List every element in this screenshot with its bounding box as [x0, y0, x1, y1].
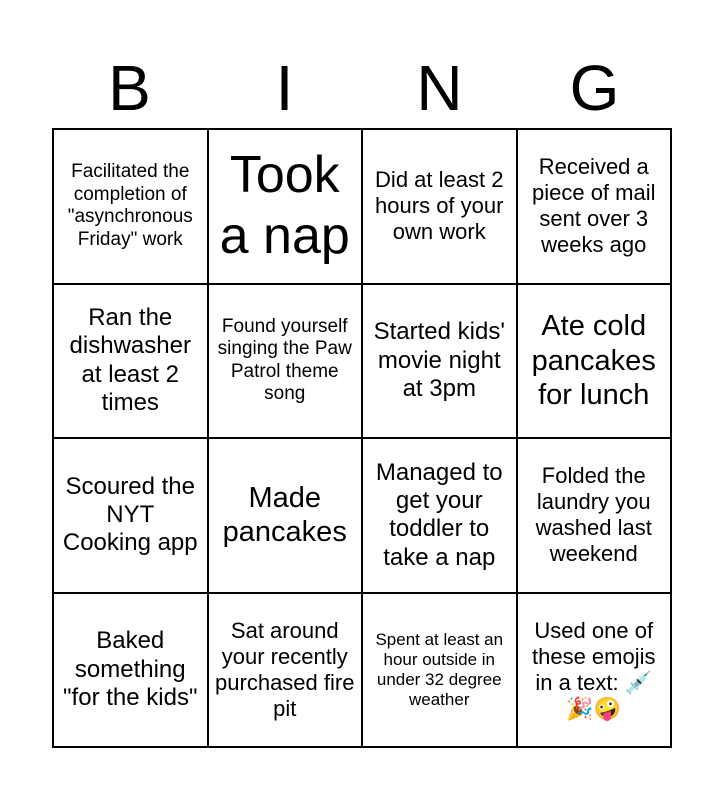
- bingo-cell[interactable]: [362, 438, 517, 593]
- cell-text: Made pancakes: [222, 482, 347, 549]
- bingo-cell[interactable]: [362, 129, 517, 284]
- cell-text: Scoured the NYT Cooking app: [62, 472, 198, 557]
- bingo-cell[interactable]: [517, 284, 672, 439]
- bingo-cell[interactable]: [53, 593, 208, 748]
- bingo-cell[interactable]: [362, 284, 517, 439]
- cell-text: Ran the dishwasher at least 2 times: [69, 304, 191, 417]
- bingo-cell[interactable]: [53, 284, 208, 439]
- cell-text: Used one of these emojis in a text: 💉🎉🤪: [531, 617, 656, 721]
- header-letter-n: N: [416, 52, 463, 124]
- bingo-header: [52, 48, 672, 128]
- bingo-cell[interactable]: [53, 438, 208, 593]
- cell-text: Received a piece of mail sent over 3 weeks ago: [531, 154, 656, 258]
- header-letter-i: I: [275, 52, 294, 124]
- cell-text: Sat around your recently purchased fire pit: [215, 617, 355, 721]
- cell-text: Folded the laundry you washed last weekend: [535, 463, 652, 567]
- bingo-cell[interactable]: [208, 284, 363, 439]
- bingo-cell[interactable]: [208, 593, 363, 748]
- bingo-cell[interactable]: [362, 593, 517, 748]
- bingo-board: [52, 128, 672, 748]
- cell-text: Managed to get your toddler to take a nap: [375, 458, 503, 571]
- bingo-cell[interactable]: [517, 129, 672, 284]
- bingo-cell[interactable]: [517, 593, 672, 748]
- cell-text: Took a nap: [219, 145, 350, 266]
- cell-text: Started kids' movie night at 3pm: [373, 318, 505, 402]
- cell-text: Ate cold pancakes for lunch: [531, 310, 656, 411]
- cell-text: Found yourself singing the Paw Patrol theme song: [217, 315, 352, 405]
- bingo-cell[interactable]: [208, 438, 363, 593]
- bingo-cell[interactable]: [208, 129, 363, 284]
- header-letter-b: B: [108, 52, 151, 124]
- bingo-cell[interactable]: [53, 129, 208, 284]
- header-letter-g: G: [569, 52, 620, 124]
- cell-text: Facilitated the completion of "asynchronous Friday" work: [67, 161, 193, 250]
- cell-text: Baked something "for the kids": [63, 627, 198, 711]
- cell-text: Did at least 2 hours of your own work: [375, 167, 504, 245]
- cell-text: Spent at least an hour outside in under 32 degree weather: [375, 629, 504, 709]
- bingo-cell[interactable]: [517, 438, 672, 593]
